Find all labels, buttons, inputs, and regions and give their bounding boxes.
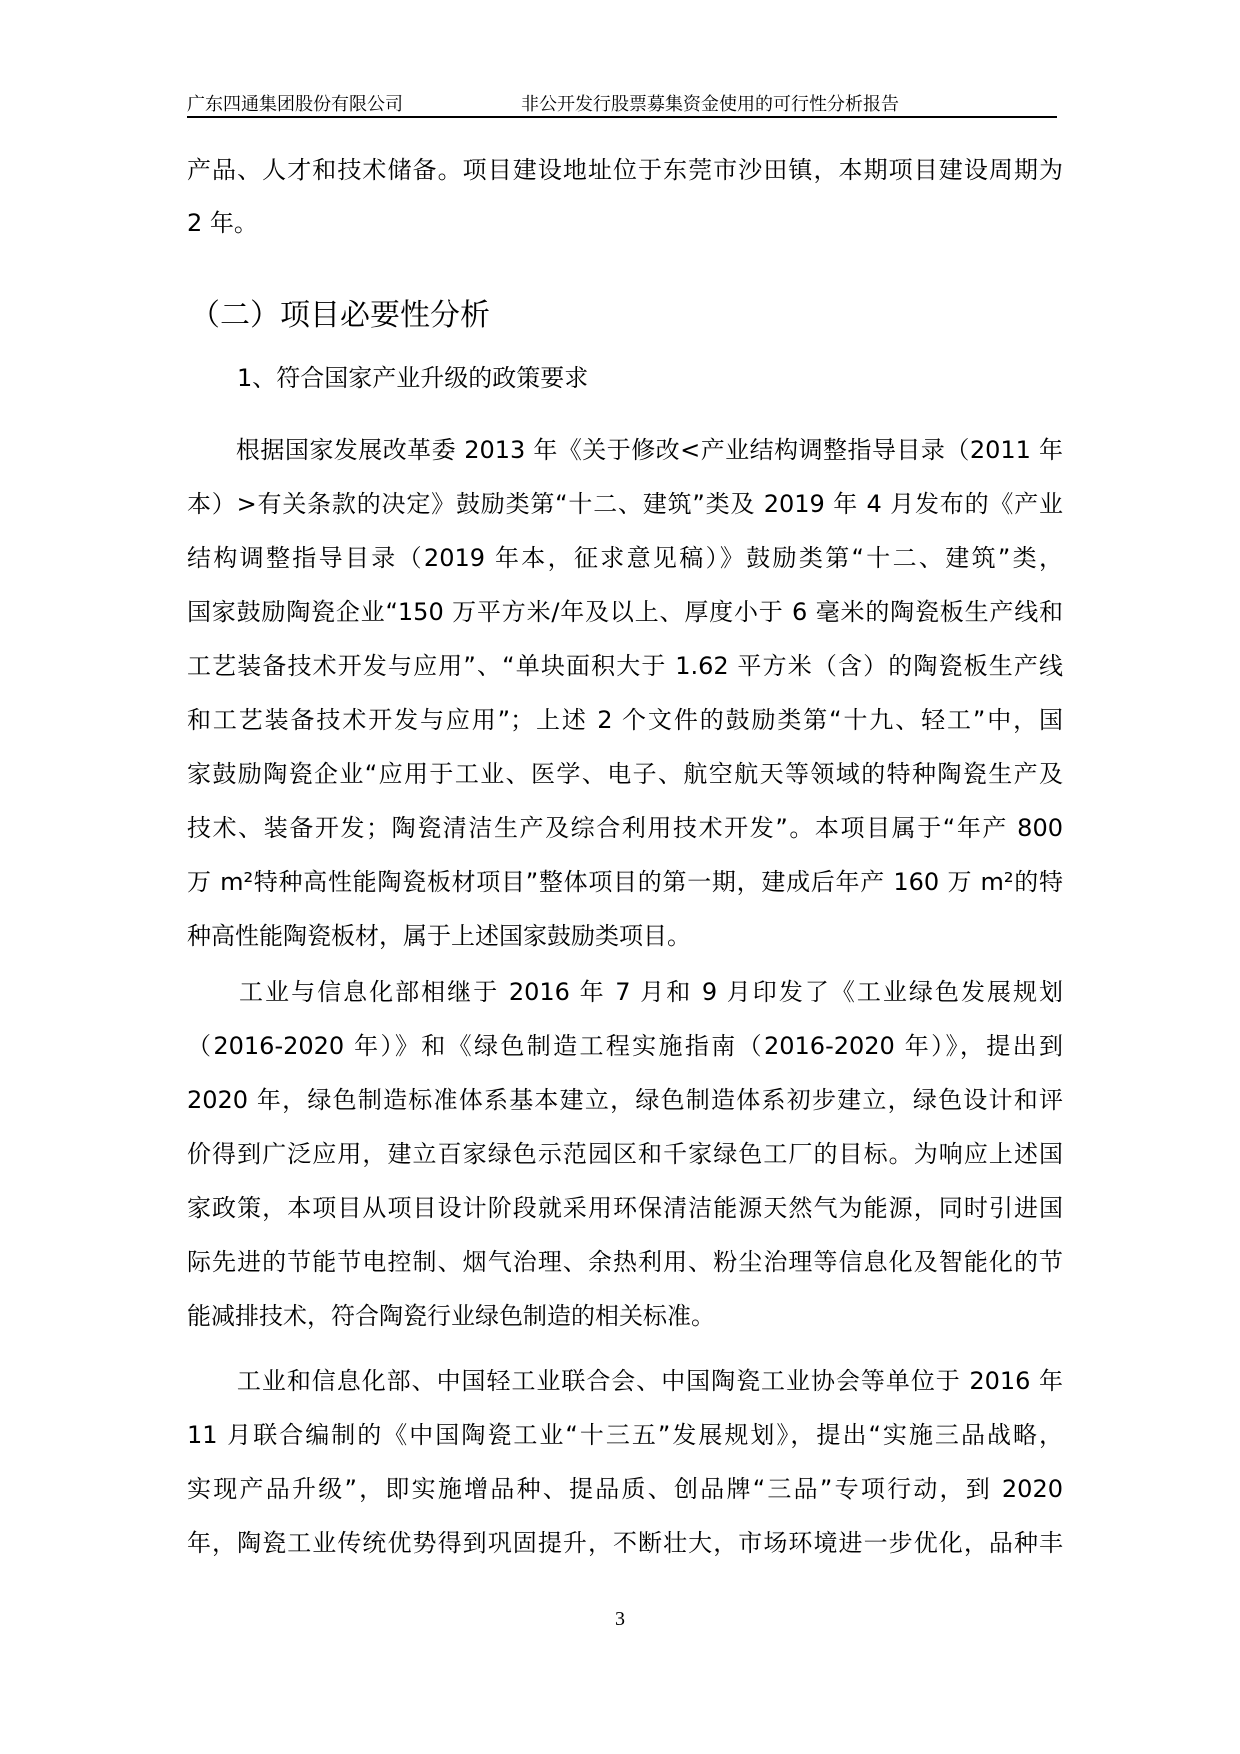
text-line: 11 月联合编制的《中国陶瓷工业“十三五”发展规划》，提出“实施三品战略，: [187, 1421, 1063, 1449]
page-header: [187, 90, 1057, 118]
text-line: 结构调整指导目录（2019 年本，征求意见稿）》鼓励类第“十二、建筑”类，: [187, 544, 1063, 572]
text-line: 技术、装备开发；陶瓷清洁生产及综合利用技术开发”。本项目属于“年产 800: [187, 814, 1063, 842]
text-line: 价得到广泛应用，建立百家绿色示范园区和千家绿色工厂的目标。为响应上述国: [187, 1140, 1063, 1168]
subheading: 1、符合国家产业升级的政策要求: [237, 364, 589, 392]
section-heading: （二）项目必要性分析: [190, 298, 490, 333]
text-line: 家鼓励陶瓷企业“应用于工业、医学、电子、航空航天等领域的特种陶瓷生产及: [187, 760, 1063, 788]
text-line: （2016-2020 年）》和《绿色制造工程实施指南（2016-2020 年）》，提出到: [187, 1032, 1063, 1060]
text-line: 2020 年，绿色制造标准体系基本建立，绿色制造体系初步建立，绿色设计和评: [187, 1086, 1063, 1114]
text-line: 实现产品升级”，即实施增品种、提品质、创品牌“三品”专项行动，到 2020: [187, 1475, 1063, 1503]
text-line: 根据国家发展改革委 2013 年《关于修改<产业结构调整指导目录（2011 年: [187, 436, 1063, 464]
header-report-title: 非公开发行股票募集资金使用的可行性分析报告: [521, 94, 899, 115]
text-line: 际先进的节能节电控制、烟气治理、余热利用、粉尘治理等信息化及智能化的节: [187, 1248, 1063, 1276]
text-line: 能减排技术，符合陶瓷行业绿色制造的相关标准。: [187, 1302, 715, 1330]
header-company: 广东四通集团股份有限公司: [187, 94, 403, 115]
text-line: 本）>有关条款的决定》鼓励类第“十二、建筑”类及 2019 年 4 月发布的《产业: [187, 490, 1063, 518]
text-line: 工业和信息化部、中国轻工业联合会、中国陶瓷工业协会等单位于 2016 年: [187, 1367, 1063, 1395]
text-line: 国家鼓励陶瓷企业“150 万平方米/年及以上、厚度小于 6 毫米的陶瓷板生产线和: [187, 598, 1063, 626]
text-line: 家政策，本项目从项目设计阶段就采用环保清洁能源天然气为能源，同时引进国: [187, 1194, 1063, 1222]
page-number: 3: [615, 1608, 625, 1630]
text-line: 种高性能陶瓷板材，属于上述国家鼓励类项目。: [187, 922, 691, 950]
text-line: 产品、人才和技术储备。项目建设地址位于东莞市沙田镇，本期项目建设周期为: [187, 156, 1063, 184]
text-line: 2 年。: [187, 209, 258, 237]
text-line: 工业与信息化部相继于 2016 年 7 月和 9 月印发了《工业绿色发展规划: [187, 978, 1063, 1006]
text-line: 工艺装备技术开发与应用”、“单块面积大于 1.62 平方米（含）的陶瓷板生产线: [187, 652, 1063, 680]
text-line: 和工艺装备技术开发与应用”；上述 2 个文件的鼓励类第“十九、轻工”中，国: [187, 706, 1063, 734]
text-line: 年，陶瓷工业传统优势得到巩固提升，不断壮大，市场环境进一步优化，品种丰: [187, 1529, 1063, 1557]
text-line: 万 m²特种高性能陶瓷板材项目”整体项目的第一期，建成后年产 160 万 m²的特: [187, 868, 1063, 896]
